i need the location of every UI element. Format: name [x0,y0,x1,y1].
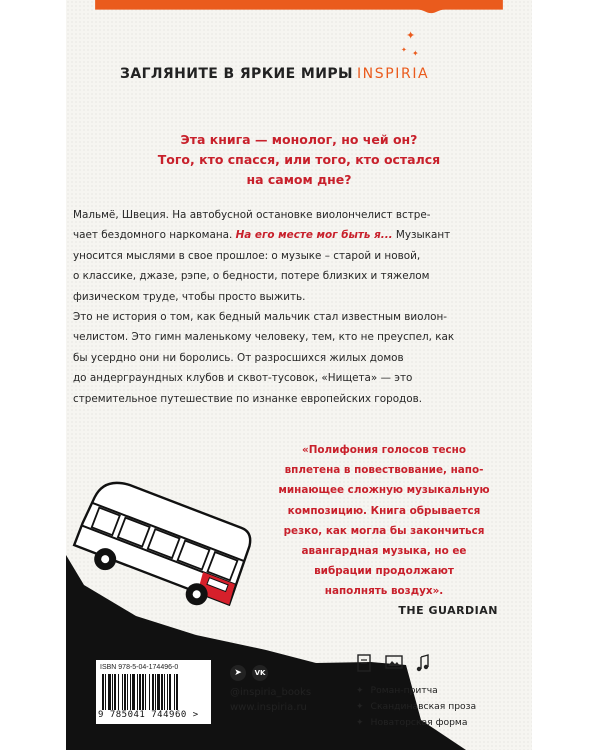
telegram-icon[interactable]: ➤ [230,665,246,681]
book-back-cover: ✦ ✦ ✦ ЗАГЛЯНИТЕ В ЯРКИЕ МИРЫ INSPIRIA Эта книга — монолог, но чей он? Того, кто спасся, или того, кто остался на самом дне? Мальмё, Швеция. На автобусной остановке виолончелист встре- чает бездомного наркомана. На его месте мог быть я... Музыкант уносится мыслями в свое прошлое: о музыке – старой и новой, о классике, джазе, рэпе, о бедности, потере близких и тяжелом физическом труде, чтобы просто выжить. Это не история о том, как бедный мальчик стал известным виолон- челистом. Это гимн маленькому человеку, тем, кто не преуспел, как бы усердно они ни боролись. От разросшихся жилых домов до андерграундных клубов и сквот-тусовок, «Нищета» — это стремительное путешествие по изнанке европейских городов. «Полифония голосов тесно вплетена в повествование, напо- минающее сложную музыкальную композицию. Книга обрывается резко, как могла бы закончиться авангардная музыка, но ее вибрации продолжают наполнять воздух». THE GUARDIAN ISBN 978-5-04-174496-0 9 785041 744960 > ➤ VK @inspiria_books www.inspiria.ru ✦ Роман-притча ✦ Скандинавская проза ✦ Новаторская форма [66,0,532,750]
quote-line: наполнять воздух». [324,585,444,598]
description-line: Мальмё, Швеция. На автобусной остановке виолончелист встре- [73,209,431,221]
genre-item: ✦ Роман-притча [356,685,438,696]
quote-line: резко, как могла бы закончиться [283,524,485,537]
genre-list [356,683,476,731]
tagline-line: Эта книга — монолог, но чей он? [180,132,418,147]
isbn-number: ISBN 978-5-04-174496-0 [100,664,179,671]
quote-line: вплетена в повествование, напо- [284,464,484,477]
barcode-block [96,660,211,724]
description-line: до андерграундных клубов и сквот-тусовок, «Нищета» — это [73,372,413,385]
genre-item: ✦ Новаторская форма [356,717,468,728]
image-icon [385,654,403,670]
description-line: стремительное путешествие по изнанке европейских городов. [73,392,423,405]
social-handle[interactable]: @inspiria_books [230,687,312,698]
quote-line: «Полифония голосов тесно [302,444,466,456]
music-note-icon [416,654,430,672]
description-line: уносится мыслями в свое прошлое: о музыке – старой и новой, [73,249,421,262]
social-block [230,665,340,715]
quote-line: композицию. Книга обрывается [287,504,481,517]
website-link[interactable]: www.inspiria.ru [230,702,307,713]
quote-line: вибрации продолжают [314,565,454,578]
vk-icon[interactable]: VK [252,665,268,681]
bus-on-hill-illustration [66,0,532,750]
star-bullet-icon: ✦ [356,686,364,696]
description-line: о классике, джазе, рэпе, о бедности, потере близких и тяжелом [73,270,430,283]
description-line: челистом. Это гимн маленькому человеку, тем, кто не преуспел, как [73,331,455,344]
tagline-line: Того, кто спасся, или того, кто остался [157,152,441,167]
barcode-digits: 9 785041 744960 > [98,710,199,720]
description-line: физическом труде, чтобы просто выжить. [73,290,306,303]
highlighted-phrase: На его месте мог быть я... [235,229,393,242]
star-bullet-icon: ✦ [356,702,364,712]
genre-item: ✦ Скандинавская проза [356,701,477,712]
quote-line: авангардная музыка, но ее [301,545,467,558]
quote-source: THE GUARDIAN [398,604,498,617]
tagline-line: на самом дне? [246,172,352,187]
brand-name: INSPIRIA [356,66,430,82]
barcode-icon [102,674,206,710]
description-line: бы усердно они ни боролись. От разросшихся жилых домов [73,351,404,364]
format-icons [356,654,430,672]
description-line: Это не история о том, как бедный мальчик стал известным виолон- [73,311,448,324]
description-line: чает бездомного наркомана. На его месте мог быть я... Музыкант [73,229,451,242]
book-icon [356,654,372,672]
quote-line: минающее сложную музыкальную [278,484,490,497]
series-heading-text: ЗАГЛЯНИТЕ В ЯРКИЕ МИРЫ [120,66,353,82]
star-bullet-icon: ✦ [356,718,364,728]
